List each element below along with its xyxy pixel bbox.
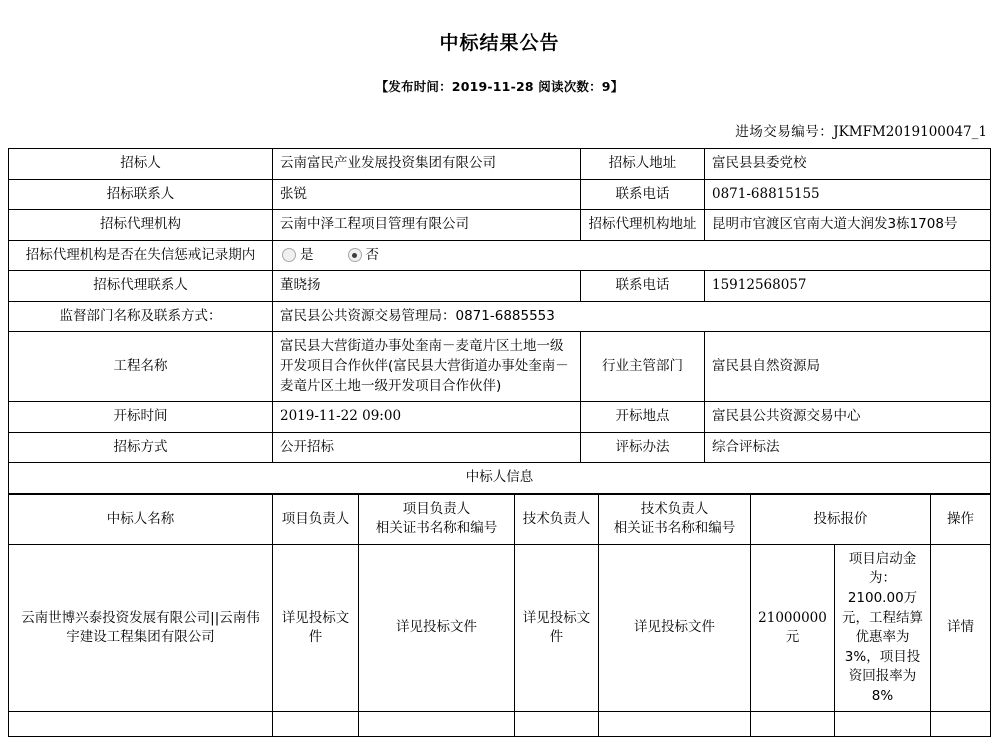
table-row-winner-band [9,463,991,494]
next-row-cell-tech [515,712,599,737]
next-row-cell-amount [751,712,835,737]
project-name-label: 工程名称 [9,332,273,402]
eval-method-label: 评标办法 [581,432,705,463]
col-header-tech-cert-line1: 技术负责人 [640,500,709,517]
industry-dept-label: 行业主管部门 [581,332,705,402]
open-time-value: 2019-11-22 09:00 [273,402,581,433]
radio-unchecked-icon[interactable] [282,248,296,262]
tenderer-address-label: 招标人地址 [581,149,705,180]
tender-method-label: 招标方式 [9,432,273,463]
open-place-value: 富民县公共资源交易中心 [705,402,991,433]
dishonesty-radio-yes-label: 是 [300,246,314,263]
trade-number-label: 进场交易编号： [735,124,834,140]
winner-table [8,494,991,737]
table-row-supervisor [9,301,991,332]
dishonesty-label: 招标代理机构是否在失信惩戒记录期内 [9,240,273,271]
trade-number [0,95,999,148]
dishonesty-radio-no[interactable] [348,246,380,266]
table-row-project-name [9,332,991,402]
next-row-cell-pm [273,712,359,737]
trade-number-value: JKMFM2019100047_1 [833,124,987,140]
supervisor-value: 富民县公共资源交易管理局：0871-6885553 [273,301,991,332]
col-header-tech-manager: 技术负责人 [515,494,599,544]
table-row-tenderer [9,149,991,180]
winner-section-title: 中标人信息 [9,463,991,494]
col-header-winner-name: 中标人名称 [9,494,273,544]
industry-dept-value: 富民县自然资源局 [705,332,991,402]
announcement-table [8,148,991,494]
agency-phone-label: 联系电话 [581,271,705,302]
next-row-cell-note [835,712,931,737]
tender-contact-value: 张锐 [273,179,581,210]
dishonesty-value [273,240,991,271]
agency-value: 云南中泽工程项目管理有限公司 [273,210,581,241]
table-row-agency-contact [9,271,991,302]
eval-method-value: 综合评标法 [705,432,991,463]
table-row-next-partial [9,712,991,737]
tenderer-label: 招标人 [9,149,273,180]
page-title: 中标结果公告 [439,32,560,54]
radio-checked-icon[interactable] [348,248,362,262]
dishonesty-radio-no-label: 否 [365,246,379,263]
tenderer-value: 云南富民产业发展投资集团有限公司 [273,149,581,180]
winner-project-manager: 详见投标文件 [273,544,359,712]
winner-project-manager-cert: 详见投标文件 [359,544,515,712]
next-row-cell-name [9,712,273,737]
tender-contact-label: 招标联系人 [9,179,273,210]
agency-address-label: 招标代理机构地址 [581,210,705,241]
col-header-project-manager-cert [359,494,515,544]
winner-table-header-row [9,494,991,544]
winner-action-cell[interactable] [931,544,991,712]
table-row-open-time [9,402,991,433]
dishonesty-radio-yes[interactable] [282,246,314,266]
winner-name: 云南世博兴泰投资发展有限公司||云南伟宇建设工程集团有限公司 [9,544,273,712]
winner-tech-manager: 详见投标文件 [515,544,599,712]
table-row [9,544,991,712]
tenderer-address-value: 富民县县委党校 [705,149,991,180]
agency-phone-value: 15912568057 [705,271,991,302]
agency-label: 招标代理机构 [9,210,273,241]
agency-contact-value: 董晓扬 [273,271,581,302]
details-link[interactable]: 详情 [947,619,974,636]
next-row-cell-action [931,712,991,737]
open-time-label: 开标时间 [9,402,273,433]
col-header-action: 操作 [931,494,991,544]
next-row-cell-tech-cert [599,712,751,737]
tender-phone-value: 0871-68815155 [705,179,991,210]
table-row-agency [9,210,991,241]
publish-meta: 【发布时间：2019-11-28 阅读次数：9】 [375,79,624,94]
col-header-project-manager: 项目负责人 [273,494,359,544]
col-header-bid-price: 投标报价 [751,494,931,544]
winner-bid-amount: 21000000元 [751,544,835,712]
next-row-cell-pm-cert [359,712,515,737]
dishonesty-radio-group[interactable] [280,246,983,266]
table-row-tender-method [9,432,991,463]
table-row-tender-contact [9,179,991,210]
col-header-pm-cert-line2: 相关证书名称和编号 [375,520,498,537]
tender-phone-label: 联系电话 [581,179,705,210]
agency-contact-label: 招标代理联系人 [9,271,273,302]
tender-method-value: 公开招标 [273,432,581,463]
table-row-dishonesty [9,240,991,271]
supervisor-label: 监督部门名称及联系方式： [9,301,273,332]
open-place-label: 开标地点 [581,402,705,433]
agency-address-value: 昆明市官渡区官南大道大润发3栋1708号 [705,210,991,241]
col-header-tech-manager-cert [599,494,751,544]
col-header-tech-cert-line2: 相关证书名称和编号 [613,520,736,537]
col-header-pm-cert-line1: 项目负责人 [402,500,471,517]
winner-bid-note: 项目启动金为：2100.00万元，工程结算优惠率为3%，项目投资回报率为8% [835,544,931,712]
winner-tech-manager-cert: 详见投标文件 [599,544,751,712]
project-name-value: 富民县大营街道办事处奎南－麦竜片区土地一级开发项目合作伙伴(富民县大营街道办事处奎南－麦竜片区土地一级开发项目合作伙伴) [273,332,581,402]
